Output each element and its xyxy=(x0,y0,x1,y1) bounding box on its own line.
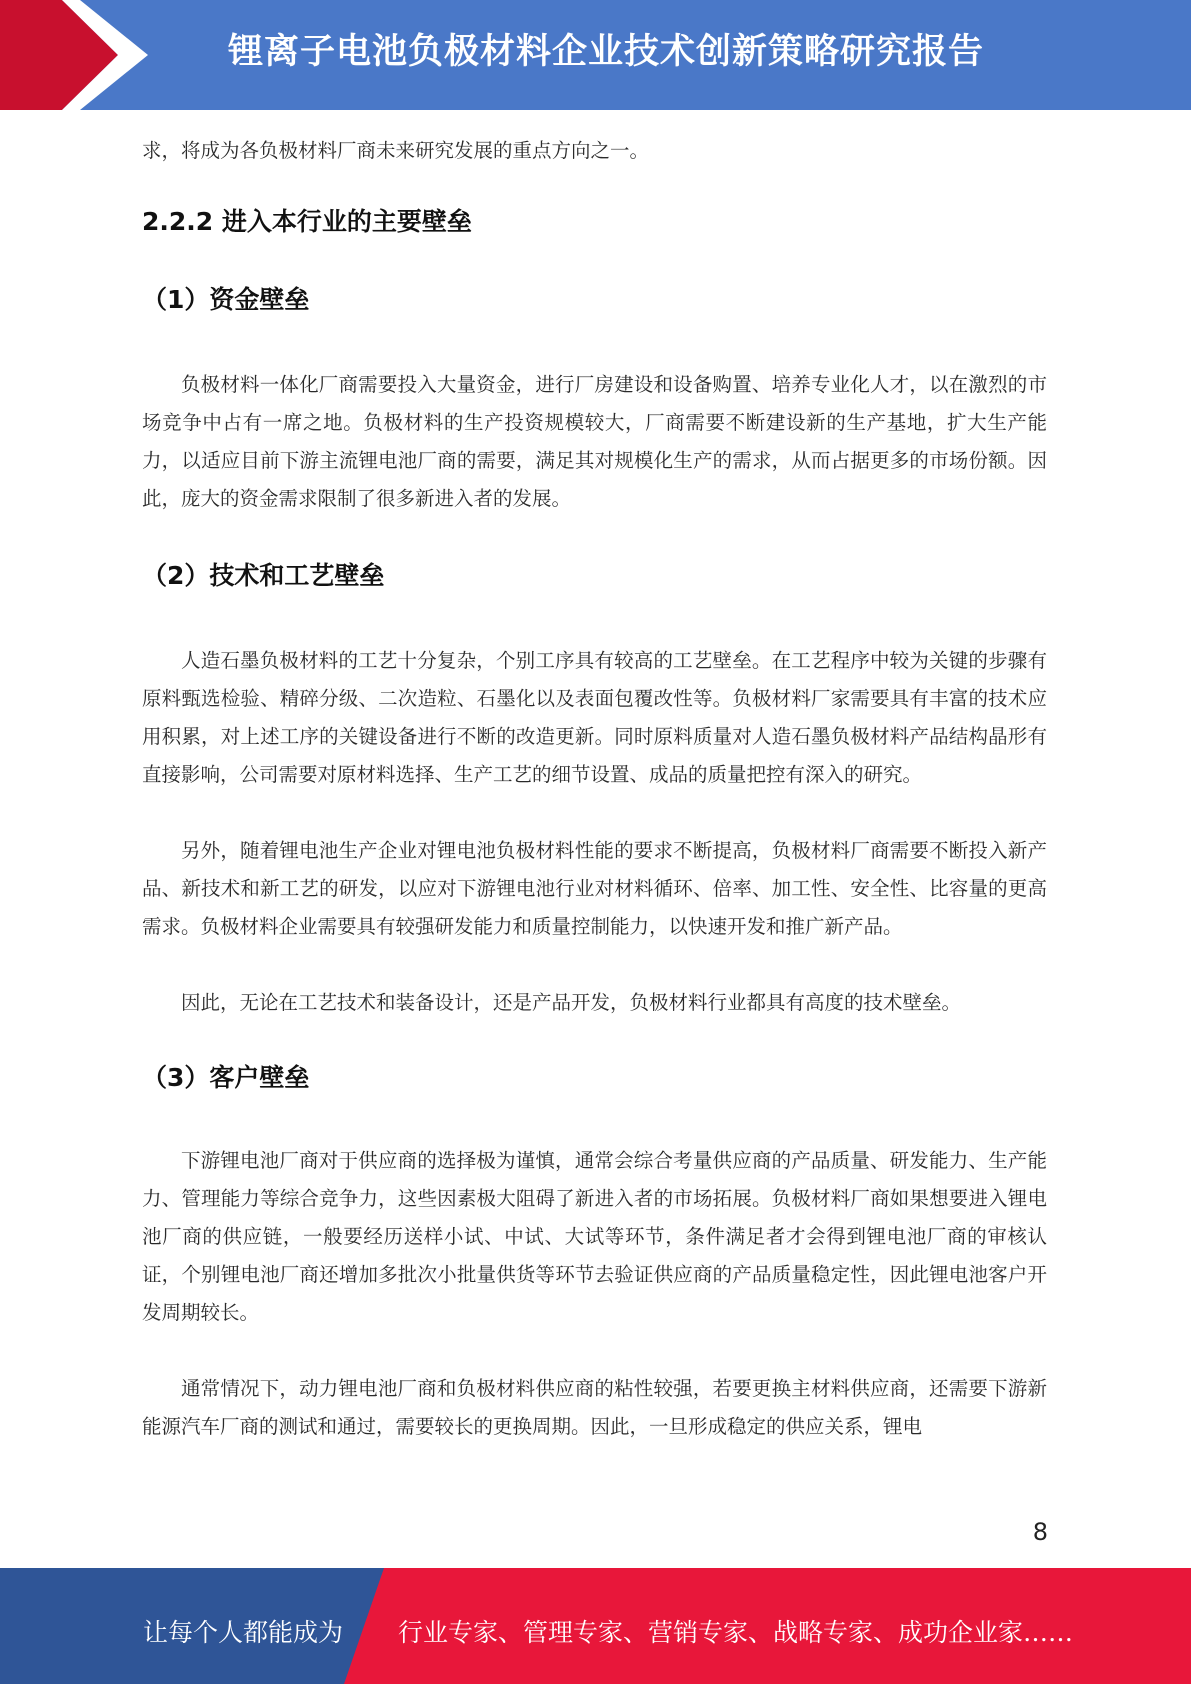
footer-slogan-left: 让每个人都能成为 xyxy=(143,1618,344,1647)
subheading-capital-barrier: （1）资金壁垒 xyxy=(142,285,310,314)
red-arrow-decoration xyxy=(0,0,160,110)
page-footer xyxy=(0,1568,1191,1684)
paragraph-customer-barrier-2: 通常情况下，动力锂电池厂商和负极材料供应商的粘性较强，若要更换主材料供应商，还需要下游新能源汽车厂商的测试和通过，需要较长的更换周期。因此，一旦形成稳定的供应关系，锂电 xyxy=(142,1377,1047,1438)
paragraph-customer-barrier-1: 下游锂电池厂商对于供应商的选择极为谨慎，通常会综合考量供应商的产品质量、研发能力、生产能力、管理能力等综合竞争力，这些因素极大阻碍了新进入者的市场拓展。负极材料厂商如果想要进入锂电池厂商的供应链，一般要经历送样小试、中试、大试等环节，条件满足者才会得到锂电池厂商的审核认证，个别锂电池厂商还增加多批次小批量供货等环节去验证供应商的产品质量稳定性，因此锂电池客户开发周期较长。 xyxy=(142,1149,1047,1324)
section-heading: 2.2.2 进入本行业的主要壁垒 xyxy=(142,207,472,236)
paragraph-capital-barrier: 负极材料一体化厂商需要投入大量资金，进行厂房建设和设备购置、培养专业化人才，以在激烈的市场竞争中占有一席之地。负极材料的生产投资规模较大，厂商需要不断建设新的生产基地，扩大生产能力，以适应目前下游主流锂电池厂商的需要，满足其对规模化生产的需求，从而占据更多的市场份额。因此，庞大的资金需求限制了很多新进入者的发展。 xyxy=(142,373,1047,510)
paragraph-tech-barrier-3: 因此，无论在工艺技术和装备设计，还是产品开发，负极材料行业都具有高度的技术壁垒。 xyxy=(181,991,962,1014)
footer-slogan-right: 行业专家、管理专家、营销专家、战略专家、成功企业家…… xyxy=(398,1618,1074,1647)
subheading-tech-barrier: （2）技术和工艺壁垒 xyxy=(142,561,385,590)
report-title: 锂离子电池负极材料企业技术创新策略研究报告 xyxy=(228,32,985,72)
page-number: 8 xyxy=(1032,1518,1048,1546)
page-header xyxy=(0,0,1191,110)
document-body xyxy=(142,132,1047,1446)
subheading-customer-barrier: （3）客户壁垒 xyxy=(142,1063,310,1092)
paragraph-continuation: 求，将成为各负极材料厂商未来研究发展的重点方向之一。 xyxy=(142,139,650,162)
paragraph-tech-barrier-1: 人造石墨负极材料的工艺十分复杂，个别工序具有较高的工艺壁垒。在工艺程序中较为关键的步骤有原料甄选检验、精碎分级、二次造粒、石墨化以及表面包覆改性等。负极材料厂家需要具有丰富的技术应用积累，对上述工序的关键设备进行不断的改造更新。同时原料质量对人造石墨负极材料产品结构晶形有直接影响，公司需要对原材料选择、生产工艺的细节设置、成品的质量把控有深入的研究。 xyxy=(142,649,1047,786)
paragraph-tech-barrier-2: 另外，随着锂电池生产企业对锂电池负极材料性能的要求不断提高，负极材料厂商需要不断投入新产品、新技术和新工艺的研发，以应对下游锂电池行业对材料循环、倍率、加工性、安全性、比容量的更高需求。负极材料企业需要具有较强研发能力和质量控制能力，以快速开发和推广新产品。 xyxy=(142,839,1047,938)
